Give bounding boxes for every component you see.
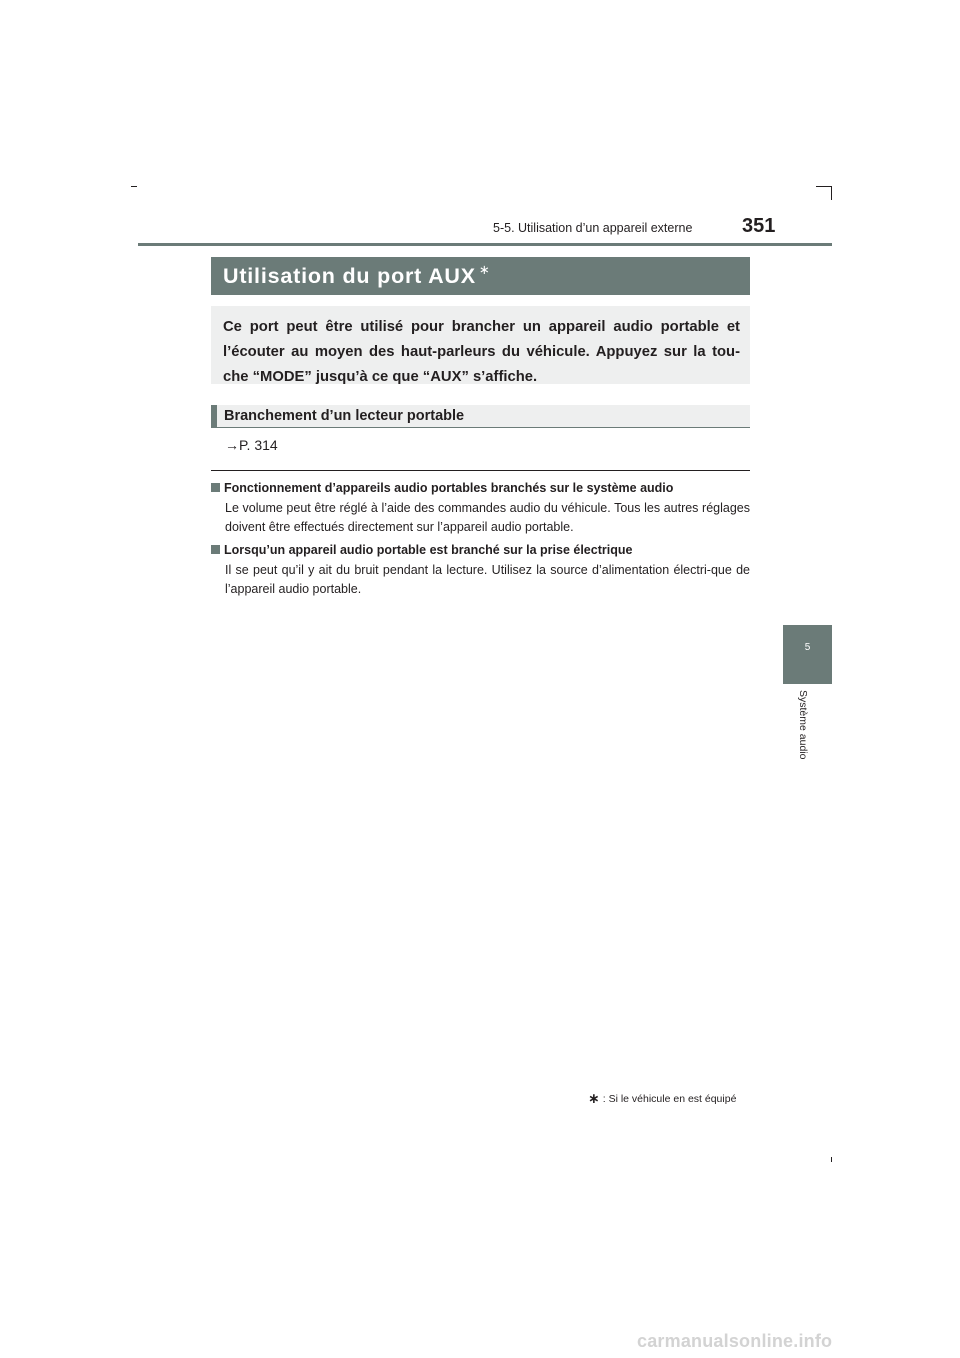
subsection-heading [211, 405, 750, 428]
running-header-section: 5-5. Utilisation d’un appareil externe [493, 221, 693, 235]
page-number: 351 [742, 215, 776, 237]
crop-mark-top-left [131, 186, 137, 187]
chapter-label: Système audio [797, 690, 809, 760]
crop-mark-top-right-h [816, 186, 832, 187]
footnote [588, 1090, 736, 1107]
subsection-marker [211, 405, 217, 427]
note-power-outlet [211, 542, 750, 599]
chapter-tab[interactable]: 5 [783, 625, 832, 684]
separator-rule [211, 470, 750, 471]
note-portable-operation [211, 480, 750, 537]
square-bullet-icon [211, 545, 220, 554]
footnote-text: : Si le véhicule en est équipé [602, 1092, 737, 1105]
note-heading: Lorsqu’un appareil audio portable est branché sur la prise électrique [224, 543, 633, 557]
section-title: Utilisation du port AUX [223, 263, 476, 288]
note-body: Il se peut qu’il y ait du bruit pendant la lecture. Utilisez la source d’alimentation électri-que de l’appareil audio portable. [225, 563, 750, 596]
square-bullet-icon [211, 483, 220, 492]
page-reference-link[interactable]: →P. 314 [225, 437, 278, 453]
optional-equipment-marker: ∗ [478, 262, 491, 277]
note-body: Le volume peut être réglé à l’aide des commandes audio du véhicule. Tous les autres réglages doivent être effectués directement sur l’appareil audio portable. [225, 501, 750, 534]
intro-text: Ce port peut être utilisé pour brancher un appareil audio portable et l’écouter au moyen des haut-parleurs du véhicule. Appuyez sur la tou-che “MODE” jusqu’à ce que “AUX” s’affiche. [211, 306, 750, 384]
note-heading: Fonctionnement d’appareils audio portables branchés sur le système audio [224, 481, 674, 495]
crop-mark-top-right-v [831, 186, 832, 200]
watermark: carmanualsonline.info [637, 1331, 833, 1351]
footnote-marker: ∗ [588, 1090, 600, 1106]
subsection-title: Branchement d’un lecteur portable [224, 408, 465, 424]
header-rule [138, 243, 832, 246]
crop-mark-bottom-right [831, 1157, 832, 1162]
section-title-bar [211, 257, 750, 295]
